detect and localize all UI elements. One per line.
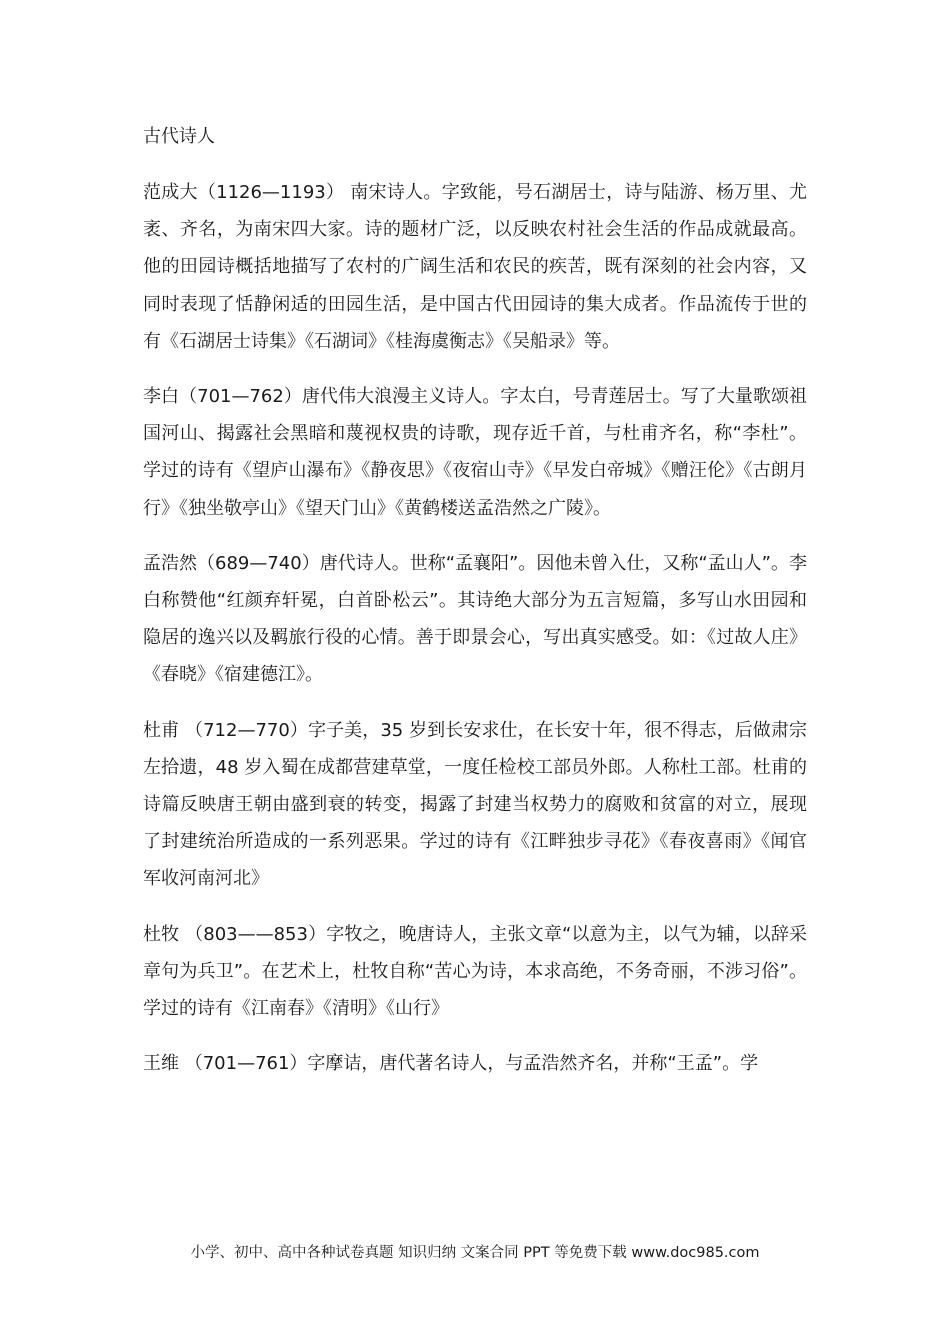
- paragraph-du-fu: 杜甫 （712—770）字子美，35 岁到长安求仕，在长安十年，很不得志，后做肃宗左拾遗，48 岁入蜀在成都营建草堂，一度任检校工部员外郎。人称杜工部。杜甫的诗篇反映唐王朝由盛到衰的转变，揭露了封建当权势力的腐败和贫富的对立，展现了封建统治所造成的一系列恶果。学过的诗有《江畔独步寻花》《春夜喜雨》《闻官军收河南河北》: [143, 719, 807, 890]
- page-footer: 小学、初中、高中各种试卷真题 知识归纳 文案合同 PPT 等免费下载 www.doc985.com: [190, 1245, 760, 1261]
- document-title: 古代诗人: [143, 126, 215, 147]
- paragraph-meng-haoran: 孟浩然（689—740）唐代诗人。世称“孟襄阳”。因他未曾入仕，又称“孟山人”。李白称赞他“红颜弃轩冕，白首卧松云”。其诗绝大部分为五言短篇，多写山水田园和隐居的逸兴以及羁旅行役的心情。善于即景会心，写出真实感受。如：《过故人庄》《春晓》《宿建德江》。: [143, 552, 808, 686]
- paragraph-li-bai: 李白（701—762）唐代伟大浪漫主义诗人。字太白，号青莲居士。写了大量歌颂祖国河山、揭露社会黑暗和蔑视权贵的诗歌，现存近千首，与杜甫齐名，称“李杜”。学过的诗有《望庐山瀑布》《静夜思》《夜宿山寺》《早发白帝城》《赠汪伦》《古朗月行》《独坐敬亭山》《望天门山》《黄鹤楼送孟浩然之广陵》。: [143, 386, 807, 519]
- paragraph-wang-wei: 王维 （701—761）字摩诘，唐代著名诗人，与孟浩然齐名，并称“王孟”。学: [143, 1053, 759, 1075]
- paragraph-du-mu: 杜牧 （803——853）字牧之，晚唐诗人，主张文章“以意为主，以气为辅，以辞采章句为兵卫”。在艺术上，杜牧自称“苦心为诗，本求高绝，不务奇丽，不涉习俗”。学过的诗有《江南春》《清明》《山行》: [143, 923, 807, 1020]
- paragraph-fan-chengda: 范成大（1126—1193） 南宋诗人。字致能，号石湖居士，诗与陆游、杨万里、尤袤、齐名，为南宋四大家。诗的题材广泛，以反映农村社会生活的作品成就最高。他的田园诗概括地描写了农村的广阔生活和农民的疾苦，既有深刻的社会内容，又同时表现了恬静闲适的田园生活，是中国古代田园诗的集大成者。作品流传于世的有《石湖居士诗集》《石湖词》《桂海虞衡志》《吴船录》等。: [143, 182, 807, 352]
- document-body: [143, 118, 807, 1100]
